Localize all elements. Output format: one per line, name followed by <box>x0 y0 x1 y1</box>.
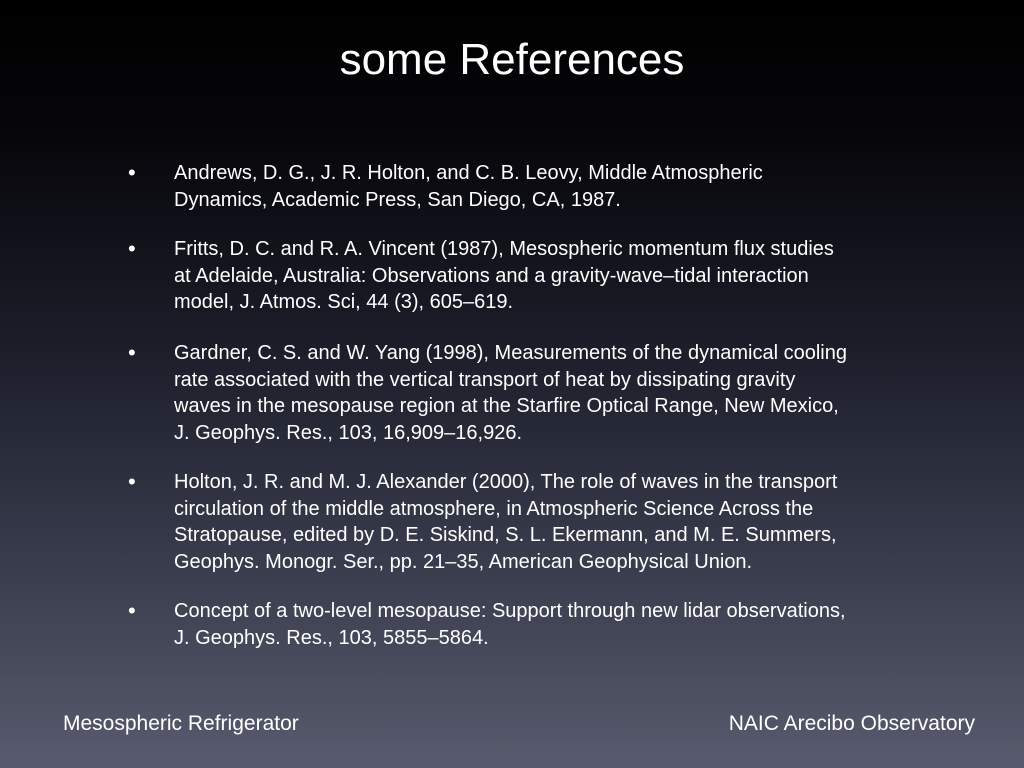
reference-line: Gardner, C. S. and W. Yang (1998), Measurements of the dynamical cooling <box>174 342 847 364</box>
bullet-icon: • <box>128 469 136 494</box>
reference-text <box>174 469 934 575</box>
reference-text <box>174 160 934 213</box>
reference-line: Andrews, D. G., J. R. Holton, and C. B. Leovy, Middle Atmospheric <box>174 162 763 184</box>
reference-line: J. Geophys. Res., 103, 5855–5864. <box>174 626 489 649</box>
reference-line: waves in the mesopause region at the Starfire Optical Range, New Mexico, <box>174 395 839 417</box>
reference-line: at Adelaide, Australia: Observations and a gravity-wave–tidal interaction <box>174 264 809 287</box>
reference-text <box>174 598 934 651</box>
bullet-icon: • <box>128 598 136 623</box>
reference-line: rate associated with the vertical transport of heat by dissipating gravity <box>174 368 796 391</box>
footer-left-text: Mesospheric Refrigerator <box>63 712 299 735</box>
reference-line: Geophys. Monogr. Ser., pp. 21–35, American Geophysical Union. <box>174 550 753 573</box>
bullet-icon: • <box>128 340 136 365</box>
reference-line: Stratopause, edited by D. E. Siskind, S. L. Ekermann, and M. E. Summers, <box>174 524 837 546</box>
reference-line: Dynamics, Academic Press, San Diego, CA, 1987. <box>174 188 621 211</box>
reference-line: circulation of the middle atmosphere, in Atmospheric Science Across the <box>174 497 814 520</box>
reference-text <box>174 340 934 446</box>
reference-text <box>174 236 934 316</box>
reference-line: Fritts, D. C. and R. A. Vincent (1987), Mesospheric momentum flux studies <box>174 238 834 260</box>
slide-title: some References <box>339 35 685 84</box>
footer-right-text: NAIC Arecibo Observatory <box>728 712 975 735</box>
bullet-icon: • <box>128 236 136 261</box>
bullet-icon: • <box>128 160 136 185</box>
reference-line: J. Geophys. Res., 103, 16,909–16,926. <box>174 421 523 444</box>
reference-line: Concept of a two-level mesopause: Support through new lidar observations, <box>174 600 846 622</box>
reference-line: Holton, J. R. and M. J. Alexander (2000), The role of waves in the transport <box>174 471 838 493</box>
reference-line: model, J. Atmos. Sci, 44 (3), 605–619. <box>174 291 514 313</box>
